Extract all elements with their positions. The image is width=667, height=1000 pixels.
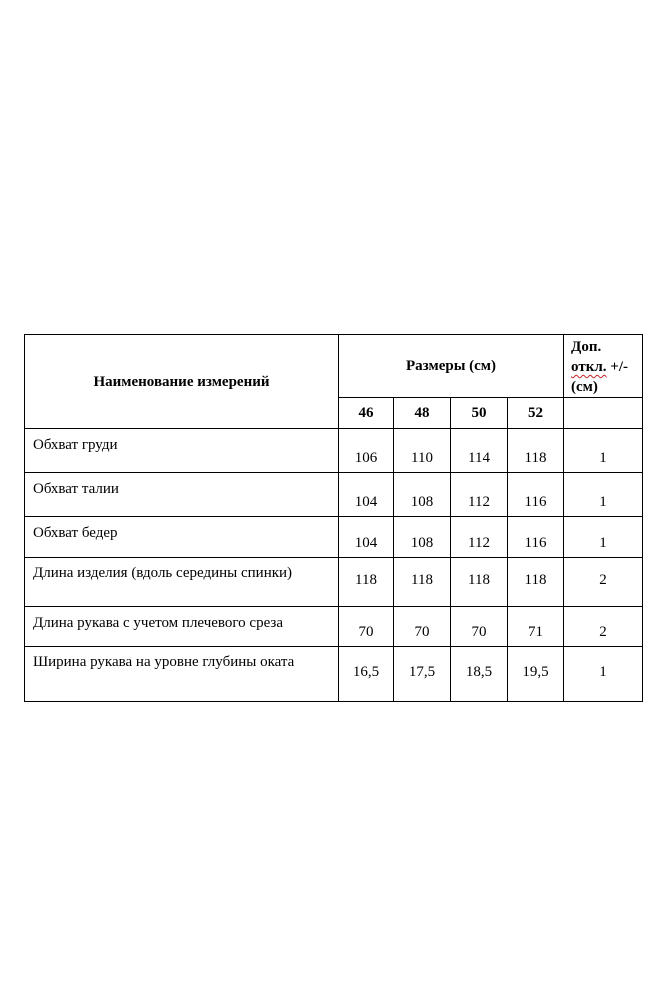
measurement-name: Обхват груди xyxy=(25,429,339,473)
measurement-value: 18,5 xyxy=(451,647,508,702)
measurement-value: 116 xyxy=(508,473,564,517)
tolerance-value: 1 xyxy=(564,647,643,702)
table-row xyxy=(25,517,643,558)
measurement-value: 118 xyxy=(508,429,564,473)
measurement-value: 108 xyxy=(394,473,451,517)
measurement-value: 114 xyxy=(451,429,508,473)
measurement-value: 16,5 xyxy=(339,647,394,702)
measurement-name: Длина рукава с учетом плечевого среза xyxy=(25,607,339,647)
measurement-name: Ширина рукава на уровне глубины оката xyxy=(25,647,339,702)
tolerance-value: 2 xyxy=(564,558,643,607)
tolerance-header-plusminus: +/- xyxy=(606,359,628,375)
measurement-value: 106 xyxy=(339,429,394,473)
measurement-value: 118 xyxy=(451,558,508,607)
sizes-header xyxy=(339,335,564,398)
measurement-name-header-label: Наименование измерений xyxy=(93,373,270,390)
size-header-52: 52 xyxy=(508,398,564,429)
measurement-value: 112 xyxy=(451,473,508,517)
table-row xyxy=(25,429,643,473)
measurement-value: 70 xyxy=(339,607,394,647)
size-header-50: 50 xyxy=(451,398,508,429)
measurement-name-header xyxy=(25,335,339,429)
measurement-value: 104 xyxy=(339,517,394,558)
measurement-value: 118 xyxy=(508,558,564,607)
tolerance-value: 1 xyxy=(564,517,643,558)
table-row xyxy=(25,473,643,517)
tolerance-value: 1 xyxy=(564,429,643,473)
tolerance-value: 2 xyxy=(564,607,643,647)
size-header-46: 46 xyxy=(339,398,394,429)
table-row xyxy=(25,607,643,647)
measurement-value: 71 xyxy=(508,607,564,647)
size-header-48: 48 xyxy=(394,398,451,429)
tolerance-header xyxy=(564,335,643,398)
measurement-value: 116 xyxy=(508,517,564,558)
measurement-value: 110 xyxy=(394,429,451,473)
tolerance-header-blank xyxy=(564,398,643,429)
header-row xyxy=(25,335,643,398)
measurement-value: 104 xyxy=(339,473,394,517)
measurement-name: Длина изделия (вдоль середины спинки) xyxy=(25,558,339,607)
measurement-value: 70 xyxy=(451,607,508,647)
table-row xyxy=(25,558,643,607)
size-chart-table xyxy=(24,334,643,702)
tolerance-header-line1: Доп. xyxy=(571,339,602,355)
measurement-value: 112 xyxy=(451,517,508,558)
measurement-value: 17,5 xyxy=(394,647,451,702)
tolerance-value: 1 xyxy=(564,473,643,517)
measurement-name: Обхват талии xyxy=(25,473,339,517)
tolerance-header-abbr: откл. xyxy=(571,359,607,375)
measurement-value: 118 xyxy=(394,558,451,607)
measurement-value: 70 xyxy=(394,607,451,647)
tolerance-header-unit: (см) xyxy=(571,379,598,395)
table-row xyxy=(25,647,643,702)
sizes-header-label: Размеры (см) xyxy=(406,358,497,374)
measurement-value: 108 xyxy=(394,517,451,558)
measurement-value: 19,5 xyxy=(508,647,564,702)
measurement-value: 118 xyxy=(339,558,394,607)
measurement-name: Обхват бедер xyxy=(25,517,339,558)
